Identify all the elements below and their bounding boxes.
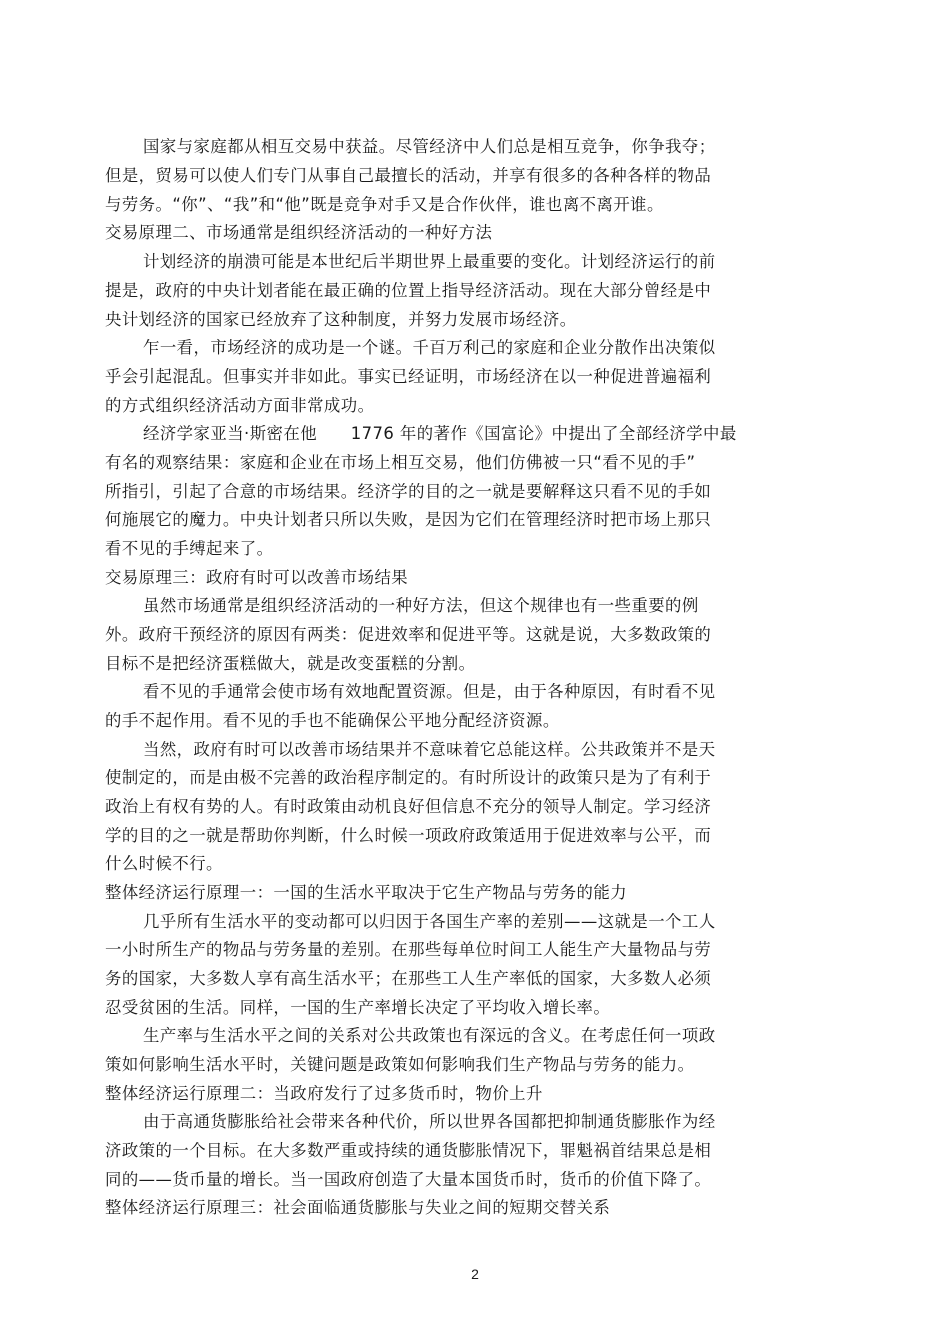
paragraph-line: 当然，政府有时可以改善市场结果并不意味着它总能这样。公共政策并不是天	[143, 740, 716, 759]
paragraph-line: 几乎所有生活水平的变动都可以归因于各国生产率的差别——这就是一个工人	[143, 912, 716, 931]
paragraph-line: 虽然市场通常是组织经济活动的一种好方法，但这个规律也有一些重要的例	[143, 596, 699, 615]
paragraph-line: 一小时所生产的物品与劳务量的差别。在那些每单位时间工人能生产大量物品与劳	[105, 940, 712, 959]
paragraph-line: 策如何影响生活水平时，关键问题是政策如何影响我们生产物品与劳务的能力。	[105, 1055, 695, 1074]
section-heading: 交易原理三：政府有时可以改善市场结果	[105, 568, 409, 587]
paragraph-line: 看不见的手缚起来了。	[105, 539, 274, 558]
paragraph-line: 忍受贫困的生活。同样，一国的生产率增长决定了平均收入增长率。	[105, 998, 611, 1017]
paragraph-line: 学的目的之一就是帮助你判断，什么时候一项政府政策适用于促进效率与公平，而	[105, 826, 712, 845]
paragraph-line: 目标不是把经济蛋糕做大，就是改变蛋糕的分割。	[105, 654, 476, 673]
paragraph-line: 与劳务。“你”、“我”和“他”既是竞争对手又是合作伙伴，谁也离不离开谁。	[105, 195, 664, 214]
paragraph-line: 的方式组织经济活动方面非常成功。	[105, 396, 375, 415]
paragraph-line: 使制定的，而是由极不完善的政治程序制定的。有时所设计的政策只是为了有利于	[105, 768, 712, 787]
paragraph-line: 生产率与生活水平之间的关系对公共政策也有深远的含义。在考虑任何一项政	[143, 1026, 716, 1045]
paragraph-line: 由于高通货膨胀给社会带来各种代价，所以世界各国都把抑制通货膨胀作为经	[143, 1112, 716, 1131]
paragraph-line: 济政策的一个目标。在大多数严重或持续的通货膨胀情况下，罪魁祸首结果总是相	[105, 1141, 712, 1160]
paragraph-line: 政治上有权有势的人。有时政策由动机良好但信息不充分的领导人制定。学习经济	[105, 797, 712, 816]
section-heading: 交易原理二、市场通常是组织经济活动的一种好方法	[105, 223, 493, 242]
paragraph-line: 提是，政府的中央计划者能在最正确的位置上指导经济活动。现在大部分曾经是中	[105, 281, 712, 300]
section-heading: 整体经济运行原理三：社会面临通货膨胀与失业之间的短期交替关系	[105, 1198, 611, 1217]
paragraph-line: 乎会引起混乱。但事实并非如此。事实已经证明，市场经济在以一种促进普遍福利	[105, 367, 712, 386]
paragraph-line: 同的——货币量的增长。当一国政府创造了大量本国货币时，货币的价值下降了。	[105, 1170, 712, 1189]
paragraph-line: 务的国家，大多数人享有高生活水平；在那些工人生产率低的国家，大多数人必须	[105, 969, 712, 988]
paragraph-line: 看不见的手通常会使市场有效地配置资源。但是，由于各种原因，有时看不见	[143, 682, 716, 701]
paragraph-line: 经济学家亚当·斯密在他 1776 年的著作《国富论》中提出了全部经济学中最	[143, 424, 737, 443]
paragraph-line: 外。政府干预经济的原因有两类：促进效率和促进平等。这就是说，大多数政策的	[105, 625, 712, 644]
page-number: 2	[471, 1266, 479, 1282]
paragraph-line: 国家与家庭都从相互交易中获益。尽管经济中人们总是相互竞争，你争我夺；	[143, 137, 716, 156]
paragraph-line: 有名的观察结果：家庭和企业在市场上相互交易，他们仿佛被一只“看不见的手”	[105, 453, 696, 472]
paragraph-line: 的手不起作用。看不见的手也不能确保公平地分配经济资源。	[105, 711, 560, 730]
section-heading: 整体经济运行原理二：当政府发行了过多货币时，物价上升	[105, 1084, 543, 1103]
paragraph-line: 央计划经济的国家已经放弃了这种制度，并努力发展市场经济。	[105, 310, 577, 329]
paragraph-line: 何施展它的魔力。中央计划者只所以失败，是因为它们在管理经济时把市场上那只	[105, 510, 712, 529]
paragraph-line: 计划经济的崩溃可能是本世纪后半期世界上最重要的变化。计划经济运行的前	[143, 252, 716, 271]
section-heading: 整体经济运行原理一：一国的生活水平取决于它生产物品与劳务的能力	[105, 883, 628, 902]
paragraph-line: 但是，贸易可以使人们专门从事自己最擅长的活动，并享有很多的各种各样的物品	[105, 166, 712, 185]
paragraph-line: 什么时候不行。	[105, 854, 223, 873]
paragraph-line: 乍一看，市场经济的成功是一个谜。千百万利己的家庭和企业分散作出决策似	[143, 338, 716, 357]
paragraph-line: 所指引，引起了合意的市场结果。经济学的目的之一就是要解释这只看不见的手如	[105, 482, 712, 501]
